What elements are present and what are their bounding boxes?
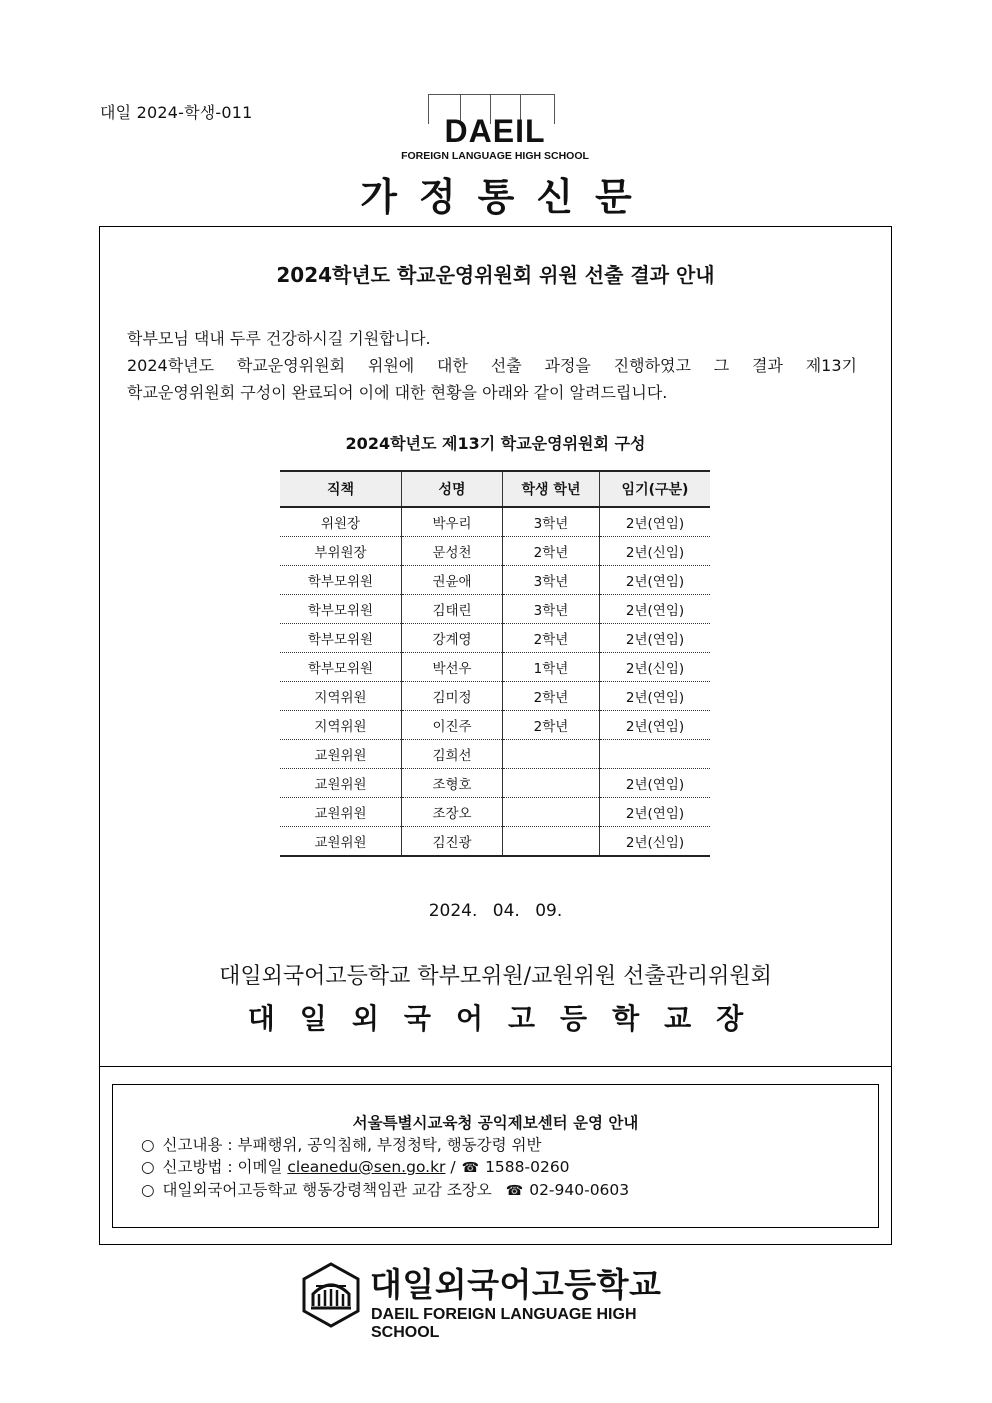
cell-term: 2년(연임) [600, 682, 711, 711]
cell-term: 2년(연임) [600, 711, 711, 740]
cell-grade: 2학년 [503, 682, 600, 711]
report-phone: 1588-0260 [485, 1158, 570, 1176]
cell-position: 지역위원 [280, 711, 402, 740]
notice-report-method: 신고방법 : 이메일 [162, 1158, 283, 1176]
cell-name: 강계영 [402, 624, 503, 653]
school-logo [395, 92, 595, 164]
report-email-link[interactable]: cleanedu@sen.go.kr [287, 1158, 446, 1176]
notice-line-content [141, 1134, 629, 1156]
conduct-officer: 대일외국어고등학교 행동강령책임관 교감 조장오 [162, 1181, 492, 1199]
cell-name: 김태린 [402, 595, 503, 624]
cell-name: 김미정 [402, 682, 503, 711]
header-term: 임기(구분) [600, 471, 711, 507]
cell-position: 학부모위원 [280, 566, 402, 595]
table-row [280, 537, 710, 566]
table-title: 2024학년도 제13기 학교운영위원회 구성 [345, 434, 646, 453]
notice-line-method [141, 1156, 629, 1179]
logo-subtitle: FOREIGN LANGUAGE HIGH SCHOOL [401, 150, 589, 162]
cell-term: 2년(연임) [600, 798, 711, 827]
cell-grade: 2학년 [503, 624, 600, 653]
cell-name: 이진주 [402, 711, 503, 740]
table-row [280, 595, 710, 624]
cell-term: 2년(연임) [600, 769, 711, 798]
cell-grade: 1학년 [503, 653, 600, 682]
notice-content-box [99, 226, 892, 1245]
cell-position: 학부모위원 [280, 595, 402, 624]
circle-bullet-icon: ○ [141, 1181, 155, 1199]
cell-grade [503, 827, 600, 857]
footer-school-name-eng: DAEIL FOREIGN LANGUAGE HIGH SCHOOL [371, 1306, 637, 1341]
cell-term [600, 740, 711, 769]
cell-name: 박선우 [402, 653, 503, 682]
footer-school-name-kor: 대일외국어고등학교 [370, 1265, 662, 1304]
cell-term: 2년(신임) [600, 653, 711, 682]
header-grade: 학생 학년 [503, 471, 600, 507]
whistleblower-notice-box [112, 1084, 879, 1228]
footer-school-logo [300, 1262, 700, 1341]
committee-table [280, 470, 710, 857]
whistleblower-notice-lines [141, 1134, 629, 1202]
cell-term: 2년(연임) [600, 507, 711, 537]
issue-date: 2024. 04. 09. [428, 901, 563, 921]
page-title: 가정통신문 [360, 175, 654, 219]
cell-position: 부위원장 [280, 537, 402, 566]
section-divider [100, 1066, 891, 1067]
cell-grade: 3학년 [503, 507, 600, 537]
cell-grade: 2학년 [503, 537, 600, 566]
cell-position: 지역위원 [280, 682, 402, 711]
cell-grade: 3학년 [503, 595, 600, 624]
cell-name: 김희선 [402, 740, 503, 769]
cell-grade [503, 740, 600, 769]
cell-name: 김진광 [402, 827, 503, 857]
cell-term: 2년(신임) [600, 827, 711, 857]
cell-grade: 2학년 [503, 711, 600, 740]
cell-term: 2년(신임) [600, 537, 711, 566]
table-row [280, 624, 710, 653]
cell-grade [503, 769, 600, 798]
table-row [280, 682, 710, 711]
logo-wordmark: DAEIL [444, 113, 546, 149]
circle-bullet-icon: ○ [141, 1136, 155, 1154]
separator-slash: / [450, 1158, 456, 1176]
cell-term: 2년(연임) [600, 624, 711, 653]
cell-name: 조장오 [402, 798, 503, 827]
cell-name: 권윤애 [402, 566, 503, 595]
table-header-row [280, 471, 710, 507]
table-row [280, 711, 710, 740]
principal-signature: 대일외국어고등학교장 [247, 1002, 769, 1035]
cell-position: 교원위원 [280, 827, 402, 857]
intro-line: 학교운영위원회 구성이 완료되어 이에 대한 현황을 아래와 같이 알려드립니다. [127, 383, 668, 402]
cell-position: 학부모위원 [280, 624, 402, 653]
table-row [280, 769, 710, 798]
notice-heading: 2024학년도 학교운영위원회 위원 선출 결과 안내 [276, 263, 715, 287]
cell-term: 2년(연임) [600, 566, 711, 595]
committee-name: 대일외국어고등학교 학부모위원/교원위원 선출관리위원회 [219, 964, 772, 989]
circle-bullet-icon: ○ [141, 1158, 155, 1176]
notice-line-officer [141, 1179, 629, 1202]
cell-position: 교원위원 [280, 740, 402, 769]
phone-icon: ☎ [505, 1183, 524, 1199]
phone-icon: ☎ [461, 1160, 480, 1176]
table-row [280, 740, 710, 769]
table-row [280, 566, 710, 595]
cell-grade: 3학년 [503, 566, 600, 595]
cell-position: 교원위원 [280, 798, 402, 827]
cell-position: 위원장 [280, 507, 402, 537]
notice-report-content: 신고내용 : 부패행위, 공익침해, 부정청탁, 행동강령 위반 [162, 1136, 542, 1154]
cell-name: 문성천 [402, 537, 503, 566]
intro-line: 2024학년도 학교운영위원회 위원에 대한 선출 과정을 진행하였고 그 결과 제13기 [127, 356, 857, 375]
cell-term: 2년(연임) [600, 595, 711, 624]
whistleblower-notice-title: 서울특별시교육청 공익제보센터 운영 안내 [352, 1114, 639, 1132]
table-row [280, 653, 710, 682]
intro-line: 학부모님 댁내 두루 건강하시길 기원합니다. [127, 329, 431, 348]
officer-phone: 02-940-0603 [529, 1181, 630, 1199]
table-row [280, 507, 710, 537]
cell-position: 학부모위원 [280, 653, 402, 682]
cell-position: 교원위원 [280, 769, 402, 798]
intro-text [127, 325, 857, 406]
table-row [280, 827, 710, 857]
cell-name: 조형호 [402, 769, 503, 798]
cell-name: 박우리 [402, 507, 503, 537]
cell-grade [503, 798, 600, 827]
header-position: 직책 [280, 471, 402, 507]
table-row [280, 798, 710, 827]
header-name: 성명 [402, 471, 503, 507]
school-emblem-icon [300, 1262, 362, 1328]
document-number: 대일 2024-학생-011 [100, 103, 253, 122]
